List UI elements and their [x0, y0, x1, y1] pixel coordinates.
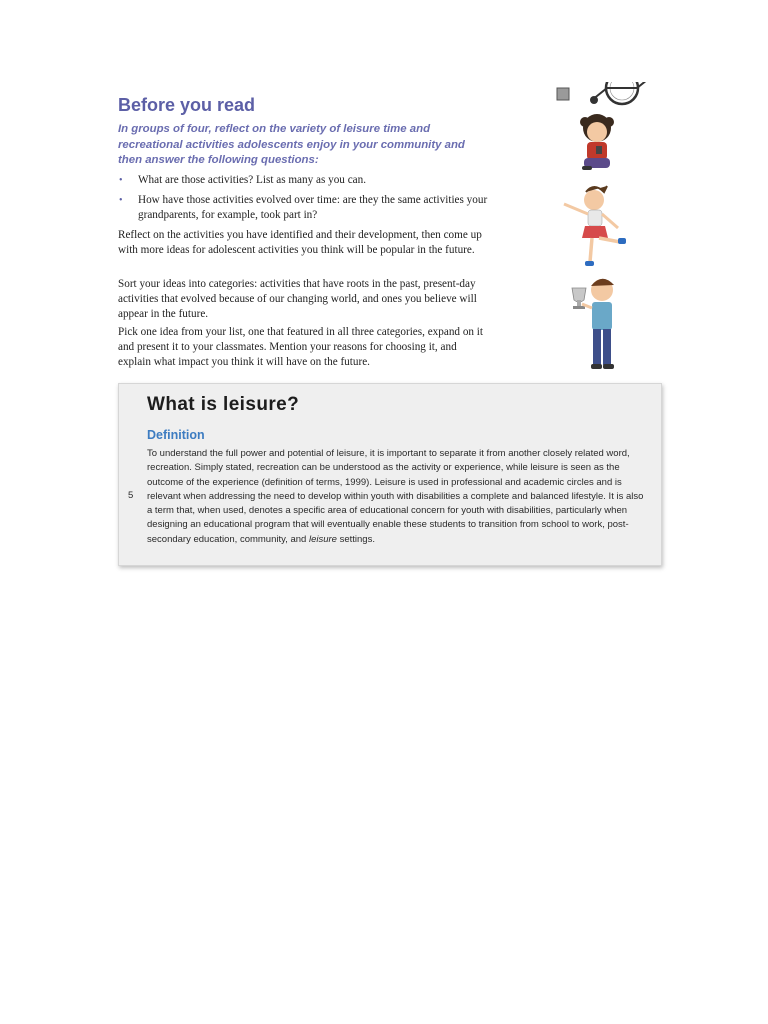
definition-text-part: To understand the full power and potential of leisure, it is important to separate it from another closely related word, recreation. Simply stated, recreation can be understood as the activity or experience, while leisure is seen as the outcome of the experience (definition of terms, 1999). Leisure is used in professional and academic circles and is relevant when addressing the need to develop within youth with disabilities a complete and balanced lifestyle. It is also a term that, when used, denotes a specific area of educational concern for youth with disabilities, particularly when designing an educational program that will eventually enable these students to transition from school to work, post-secondary education, community, and — [147, 448, 644, 545]
definition-text — [147, 447, 647, 547]
bullet-icon: • — [119, 175, 123, 186]
question-list — [118, 173, 490, 228]
bullet-icon: • — [119, 195, 123, 206]
list-item — [118, 193, 490, 223]
instruction-paragraph: Reflect on the activities you have identified and their development, then come up with more ideas for adolescent activities you think will be popular in the future. — [118, 229, 482, 256]
instruction-paragraph: Pick one idea from your list, one that featured in all three categories, expand on it and present it to your classmates. Mention your reasons for choosing it, and explain what impact you think it will have on the future. — [118, 326, 484, 368]
bicycle-illustration — [557, 82, 647, 104]
boy-with-trophy-illustration — [572, 279, 614, 369]
leisure-definition-box — [118, 383, 662, 566]
question-text: What are those activities? List as many as you can. — [138, 174, 367, 186]
definition-italic-word: leisure — [308, 533, 337, 545]
before-you-read-title: Before you read — [118, 95, 256, 115]
girl-with-phone-illustration — [580, 114, 614, 170]
illustrations-column — [552, 82, 662, 372]
definition-subtitle: Definition — [147, 428, 205, 442]
list-item — [118, 173, 490, 188]
question-text: How have those activities evolved over time: are they the same activities your grandparents, for example, took part in? — [138, 194, 488, 221]
before-you-read-intro: In groups of four, reflect on the variety of leisure time and recreational activities adolescents enjoy in your community and then answer the following questions: — [118, 123, 465, 166]
leisure-title: What is leisure? — [147, 394, 300, 415]
girl-dancing-illustration — [564, 186, 626, 266]
instruction-paragraph: Sort your ideas into categories: activities that have roots in the past, present-day activities that evolved because of our changing world, and ones you believe will appear in the future. — [118, 278, 477, 320]
line-number: 5 — [128, 490, 134, 501]
definition-text-end: settings. — [336, 533, 375, 545]
